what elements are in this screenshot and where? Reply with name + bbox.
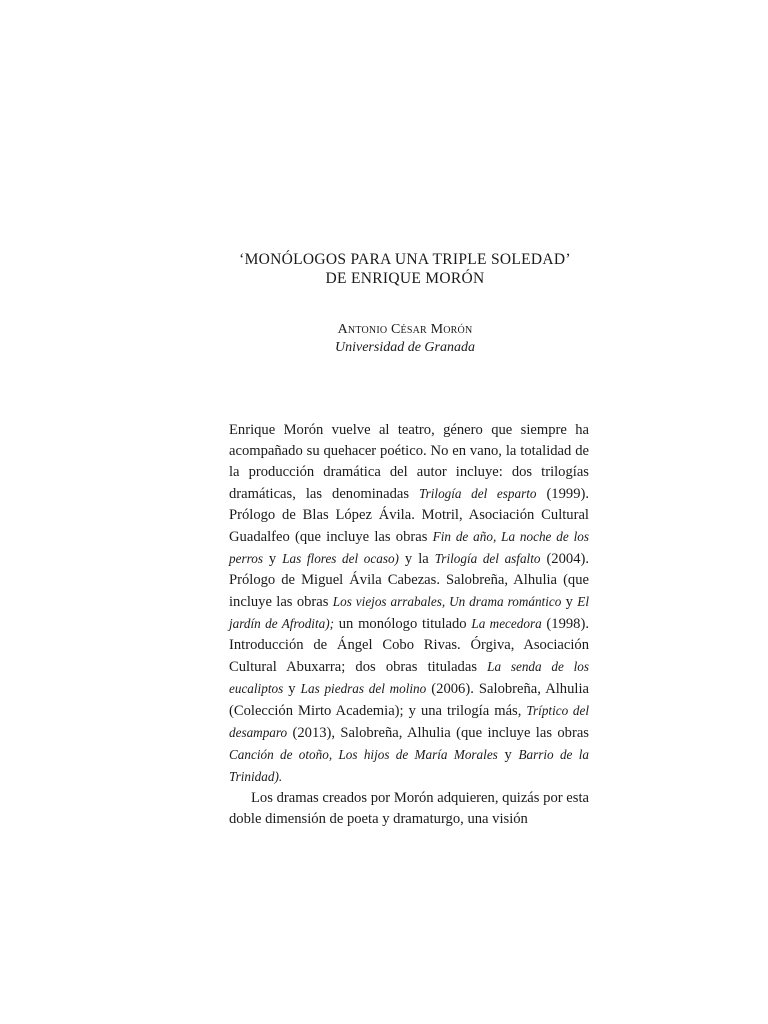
text-run: (2006). Salobreña, Alhulia (Colección Mirto Academia); y una trilogía más, (229, 681, 589, 719)
text-run: y (283, 681, 301, 697)
body-paragraph-1 (229, 420, 589, 788)
text-run: y (262, 551, 283, 567)
italic-work-title: Trilogía del esparto (419, 486, 537, 501)
text-run: (1999). Prólogo de Blas López Ávila. Motril, Asociación Cultural Guadalfeo (que incluye las obras (229, 486, 590, 545)
author-name: Antonio César Morón (337, 322, 473, 337)
italic-work-title: Las flores del ocaso) (282, 551, 399, 566)
text-run: un monólogo titulado (334, 616, 472, 632)
text-run: y la (398, 551, 435, 567)
author-affiliation: Universidad de Granada (335, 340, 475, 355)
italic-work-title: Trilogía del asfalto (434, 551, 541, 566)
body-paragraph-2: Los dramas creados por Morón adquieren, quizás por esta doble dimensión de poeta y dramaturgo, una visión (229, 790, 589, 827)
text-run: y (561, 594, 578, 610)
text-run: (2004). Prólogo de Miguel Ávila Cabezas. Salobreña, Alhulia (que incluye las obras (229, 551, 589, 610)
text-run: (1998). Introducción de Ángel Cobo Rivas. Órgiva, Asociación Cultural Abuxarra; dos obras tituladas (229, 616, 589, 675)
text-run: Enrique Morón vuelve al teatro, género que siempre ha acompañado su quehacer poético. No en vano, la totalidad de la producción dramática del autor incluye: dos trilogías dramáticas, las denominadas (229, 422, 589, 502)
text-run: y (497, 747, 519, 763)
article-title-line-1: ‘MONÓLOGOS PARA UNA TRIPLE SOLEDAD’ (239, 251, 571, 268)
italic-work-title: Las piedras del molino (300, 681, 427, 696)
italic-work-title: Los viejos arrabales, Un drama romántico (332, 594, 562, 609)
italic-work-title: Tríptico del desamparo (229, 703, 589, 740)
italic-work-title: Canción de otoño, Los hijos de María Morales (229, 747, 498, 762)
article-body (229, 420, 589, 830)
italic-work-title: El jardín de Afrodita); (229, 594, 590, 631)
article-title-line-2: DE ENRIQUE MORÓN (325, 270, 485, 287)
text-run: (2013), Salobreña, Alhulia (que incluye las obras (287, 725, 589, 741)
italic-work-title: Fin de año, La noche de los perros (229, 529, 589, 566)
italic-work-title: Barrio de la Trinidad). (229, 747, 589, 784)
italic-work-title: La senda de los eucaliptos (229, 659, 589, 696)
italic-work-title: La mecedora (471, 616, 542, 631)
